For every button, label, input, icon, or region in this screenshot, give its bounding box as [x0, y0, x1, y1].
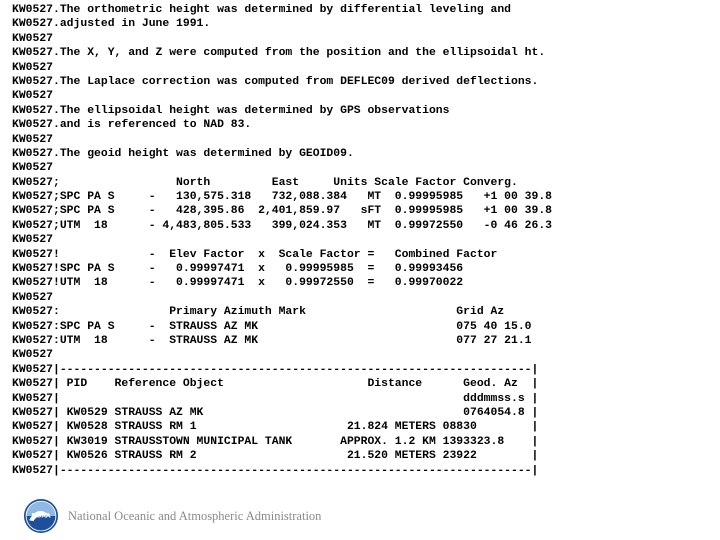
reference-table-header: KW0527| PID Reference Object Distance Geod. Az |: [12, 378, 539, 391]
datasheet-line-25: KW0527: [12, 349, 54, 362]
datasheet-line-01: KW0527.The orthometric height was determined by differential leveling and: [12, 4, 511, 16]
datasheet-line-08: KW0527.The ellipsoidal height was determined by GPS observations: [12, 104, 450, 117]
azimuth-row-utm: KW0527:UTM 18 - STRAUSS AZ MK 077 27 21.1: [12, 334, 532, 347]
datasheet-line-09: KW0527.and is referenced to NAD 83.: [12, 119, 252, 132]
factor-row-spc: KW0527!SPC PA S - 0.99997471 x 0.99995985 = 0.99993456: [12, 263, 464, 276]
reference-table-subheader: KW0527| dddmmss.s |: [12, 392, 539, 405]
datasheet-line-21: KW0527: [12, 291, 54, 304]
reference-table-row: KW0527| KW0529 STRAUSS AZ MK 0764054.8 |: [12, 406, 539, 419]
datasheet-line-11: KW0527.The geoid height was determined by GEOID09.: [12, 147, 354, 160]
footer: [24, 499, 321, 533]
datasheet-line-02: KW0527.adjusted in June 1991.: [12, 18, 211, 31]
datasheet-line-10: KW0527: [12, 133, 54, 146]
azimuth-row-spc: KW0527:SPC PA S - STRAUSS AZ MK 075 40 15.0: [12, 320, 532, 333]
coordinates-row-spc-sft: KW0527;SPC PA S - 428,395.86 2,401,859.97 sFT 0.99995985 +1 00 39.8: [12, 205, 553, 218]
datasheet-line-17: KW0527: [12, 234, 54, 247]
reference-table-border-top: KW0527|---------------------------------------------------------------------|: [12, 363, 539, 376]
coordinates-header: KW0527; North East Units Scale Factor Converg.: [12, 176, 518, 189]
datasheet-line-12: KW0527: [12, 162, 54, 175]
datasheet-body: [12, 3, 712, 478]
reference-table-border-bottom: KW0527|---------------------------------------------------------------------|: [12, 464, 539, 477]
coordinates-row-utm: KW0527;UTM 18 - 4,483,805.533 399,024.353 MT 0.99972550 -0 46 26.3: [12, 219, 553, 232]
agency-name: National Oceanic and Atmospheric Administration: [68, 508, 322, 523]
reference-table-row: KW0527| KW0526 STRAUSS RM 2 21.520 METERS 23922 |: [12, 450, 539, 463]
azimuth-header: KW0527: Primary Azimuth Mark Grid Az: [12, 306, 505, 319]
factor-header: KW0527! - Elev Factor x Scale Factor = Combined Factor: [12, 248, 498, 261]
datasheet-line-03: KW0527: [12, 32, 54, 45]
datasheet-line-05: KW0527: [12, 61, 54, 74]
reference-table-row: KW0527| KW3019 STRAUSSTOWN MUNICIPAL TANK APPROX. 1.2 KM 1393323.8 |: [12, 435, 539, 448]
datasheet-line-06: KW0527.The Laplace correction was computed from DEFLEC09 derived deflections.: [12, 75, 539, 88]
noaa-logo-text: NOAA: [31, 512, 51, 520]
factor-row-utm: KW0527!UTM 18 - 0.99997471 x 0.99972550 = 0.99970022: [12, 277, 464, 290]
datasheet-line-07: KW0527: [12, 90, 54, 103]
noaa-logo-icon: [24, 499, 58, 533]
coordinates-row-spc-mt: KW0527;SPC PA S - 130,575.318 732,088.384 MT 0.99995985 +1 00 39.8: [12, 191, 553, 204]
datasheet-line-04: KW0527.The X, Y, and Z were computed from the position and the ellipsoidal ht.: [12, 47, 546, 60]
reference-table-row: KW0527| KW0528 STRAUSS RM 1 21.824 METERS 08830 |: [12, 421, 539, 434]
